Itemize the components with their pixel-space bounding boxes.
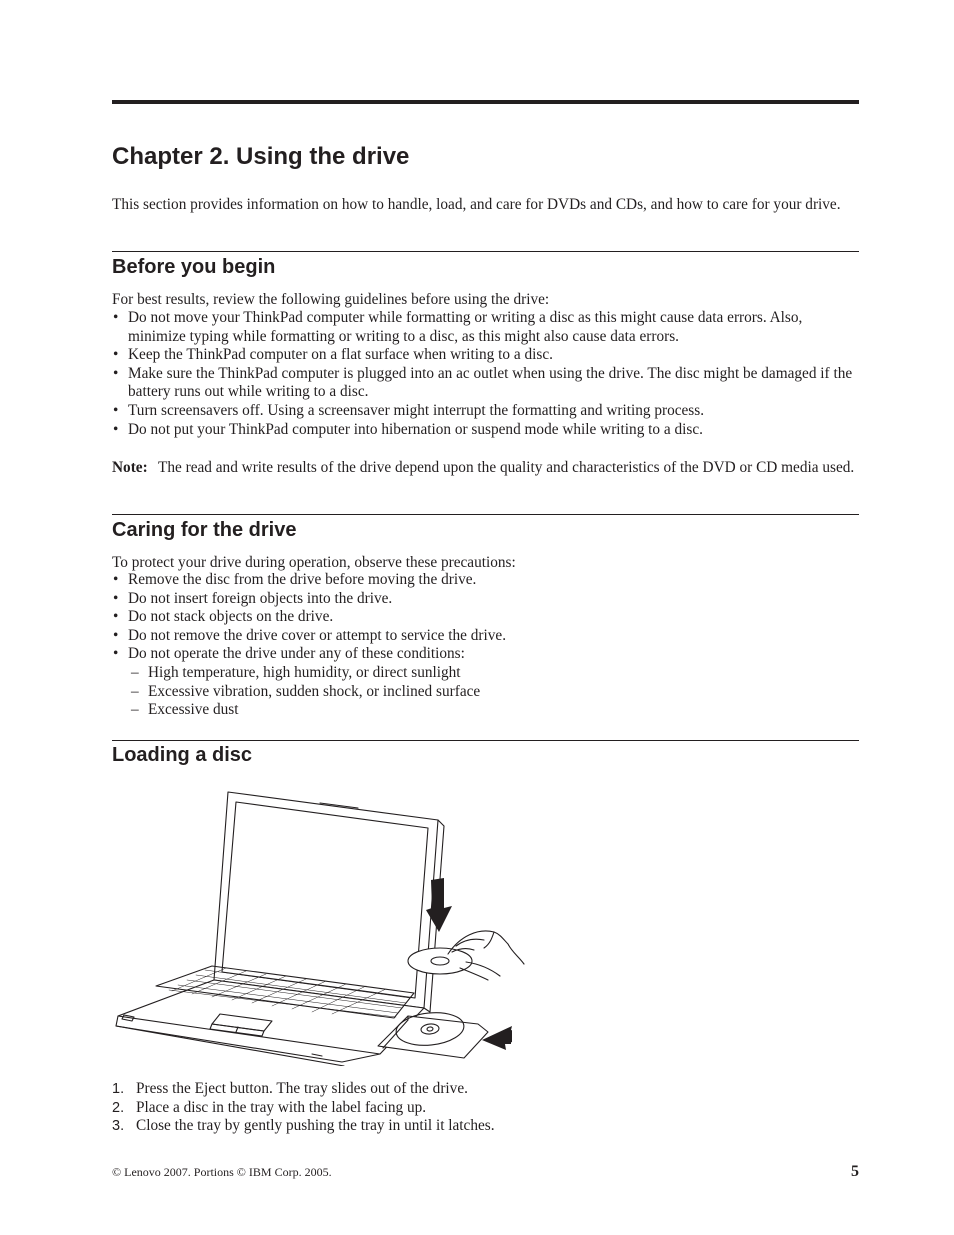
before-you-begin-lead: For best results, review the following guidelines before using the drive: [112,291,550,308]
precautions-list [112,571,862,720]
section-rule [112,740,859,741]
note-text: The read and write results of the drive depend upon the quality and characteristics of the DVD or CD media used. [158,459,855,476]
note-label: Note: [112,459,148,476]
section-title-before-you-begin: Before you begin [112,256,276,278]
list-item: • Do not insert foreign objects into the drive. [113,589,393,607]
dash-glyph: – [131,701,139,719]
section-rule [112,514,859,515]
dash-glyph: – [131,663,139,681]
conditions-list [128,664,862,720]
bullet-glyph: • [113,589,119,607]
guidelines-list [112,309,862,439]
list-item: 3. Close the tray by gently pushing the tray in until it latches. [112,1117,495,1135]
list-item: • Keep the ThinkPad computer on a flat surface when writing to a disc. [113,346,553,364]
caring-lead: To protect your drive during operation, observe these precautions: [112,554,516,571]
list-item: – Excessive vibration, sudden shock, or inclined surface [131,682,481,700]
step-number: 3. [112,1118,125,1135]
bullet-glyph: • [113,364,119,382]
step-number: 2. [112,1099,125,1116]
list-item: • Do not stack objects on the drive. [113,608,334,626]
bullet-glyph: • [113,420,119,438]
chapter-intro: This section provides information on how to handle, load, and care for DVDs and CDs, and how to care for your drive. [112,196,841,213]
list-item: 2. Place a disc in the tray with the label facing up. [112,1098,427,1116]
list-item: • Turn screensavers off. Using a screensaver might interrupt the formatting and writing process. [113,401,705,419]
list-item: • Make sure the ThinkPad computer is plugged into an ac outlet when using the drive. The disc might be damaged if the battery runs out while writing to a disc. [113,364,853,401]
step-number: 1. [112,1081,125,1097]
chapter-title: Chapter 2. Using the drive [112,143,410,170]
bullet-glyph: • [113,309,119,326]
page-number: 5 [851,1163,859,1180]
list-item: • Do not operate the drive under any of these conditions: – High temperature, high humidity, or direct sunlight – Excessive vibration, sudden shock, or inclined surface – Excessive dust [112,645,862,719]
laptop-disc-loading-illustration [108,786,528,1066]
list-item: • Remove the disc from the drive before moving the drive. [113,571,477,588]
list-item: • Do not move your ThinkPad computer while formatting or writing a disc as this might cause data errors. Also, minimize typing while formatting or writing to a disc, as this might also cause data errors. [113,309,803,345]
list-item: • Do not remove the drive cover or attempt to service the drive. [113,626,507,644]
list-item: – High temperature, high humidity, or direct sunlight [131,663,461,681]
bullet-glyph: • [113,571,119,588]
section-title-caring-for-the-drive: Caring for the drive [112,519,297,541]
note-block [112,458,859,477]
list-item: – Excessive dust [131,701,239,719]
bullet-glyph: • [113,645,119,663]
bullet-glyph: • [113,626,119,644]
loading-steps [112,1080,859,1136]
chapter-rule [112,100,859,104]
list-item: • Do not put your ThinkPad computer into hibernation or suspend mode while writing to a disc. [113,420,703,438]
section-rule [112,251,859,252]
footer-copyright: © Lenovo 2007. Portions © IBM Corp. 2005. [112,1165,332,1179]
bullet-glyph: • [113,346,119,364]
section-title-loading-a-disc: Loading a disc [112,744,253,766]
bullet-glyph: • [113,401,119,419]
list-item: 1. Press the Eject button. The tray slides out of the drive. [112,1080,468,1097]
dash-glyph: – [131,682,139,700]
bullet-glyph: • [113,608,119,626]
